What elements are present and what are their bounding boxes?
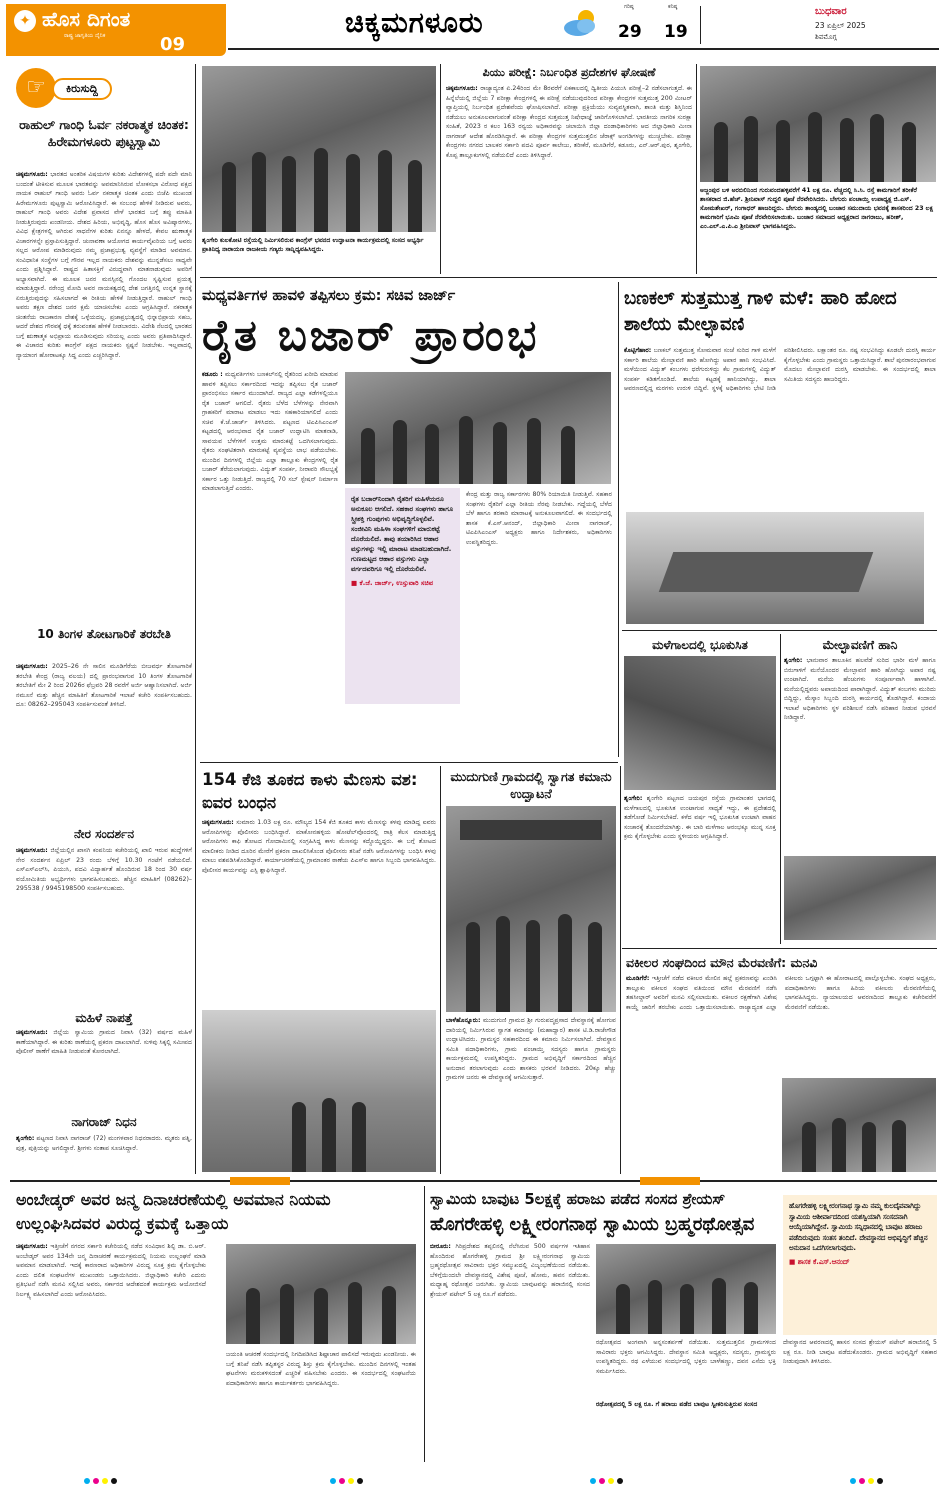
quote-box-author: ■ ಶಾಸಕ ಕೆ.ಎಸ್.ಆನಂದ್ bbox=[789, 1257, 850, 1266]
story-title: ಮಳೆಗಾಲದಲ್ಲಿ ಭೂಕುಸಿತ bbox=[652, 638, 748, 652]
section-rule bbox=[10, 1180, 937, 1182]
story-title: ಹೊಗರೇಹಳ್ಳಿ ಲಕ್ಷ್ಮೀರಂಗನಾಥ ಸ್ವಾಮಿಯ ಬ್ರಹ್ಮರಥೋತ್ಸವ bbox=[430, 1214, 755, 1235]
story-body bbox=[16, 1028, 192, 1112]
story-body: ಜಯಂತಿ ಆಚರಣೆ ಸಂದರ್ಭದಲ್ಲಿ ನಿಗದಿಪಡಿಸಿದ ಶಿಷ್ಟಾಚಾರ ಪಾಲಿಸದೆ ಇರುವುದು ಖಂಡನೀಯ. ಈ ಬಗ್ಗೆ ತನಿಖೆ ನಡೆಸಿ ತಪ್ಪಿತಸ್ಥರ ವಿರುದ್ಧ ಶಿಸ್ತು ಕ್ರಮ ಕೈಗೊಳ್ಳಬೇಕು. ಮುಂದಿನ ದಿನಗಳಲ್ಲಿ ಇಂತಹ ಘಟನೆಗಳು ಮರುಕಳಿಸದಂತೆ ಎಚ್ಚರಿಕೆ ವಹಿಸಬೇಕು ಎಂದರು. ಈ ಸಂದರ್ಭದಲ್ಲಿ ಸಂಘಟನೆಯ ಪದಾಧಿಕಾರಿಗಳು ಹಾಗೂ ಕಾರ್ಯಕರ್ತರು ಭಾಗವಹಿಸಿದ್ದರು. bbox=[226, 1351, 416, 1387]
story-body bbox=[624, 346, 936, 506]
story-text: ಭಾರತದ ಅಂತರಿಕ ವಿಷಯಗಳ ಕುರಿತು ವಿದೇಶಗಳಲ್ಲಿ ಪದೇ ಪದೇ ಮಾನಿ ಬಂದಂತೆ ಟೀಕಿಸುವ ಮೂಲಕ ಭಾರತವನ್ನು ಅವಮಾನಿಸಿರುವ ಲೋಕಸಭಾ ವಿರೋಧ ಪಕ್ಷದ ನಾಯಕ ರಾಹುಲ್ ಗಾಂಧಿ ಅವರು ಓರ್ವ ನಕರಾತ್ಮಕ ಚಿಂತಕ ಎಂದು ಬಿಜೆಪಿ ಮುಖಂಡ ಹಿರೇಮಗಳೂರು ಪುಟ್ಟಸ್ವಾಮಿ ಆರೋಪಿಸಿದ್ದಾರೆ. ಈ ಸಂಬಂಧ ಹೇಳಿಕೆ ನೀಡಿರುವ ಅವರು, ರಾಹುಲ್ ಗಾಂಧಿ ಅವರು ವಿದೇಶ ಪ್ರವಾಸದ ವೇಳೆ ಭಾರತದ ಬಗ್ಗೆ ತಪ್ಪು ಮಾಹಿತಿ ನೀಡುತ್ತಿರುವುದು ಖಂಡನೀಯ. ದೇಶದ ಹಿರಿಯ, ಅಭಿವೃದ್ಧಿ, ಹೊಸ ಹೊಸ ಅವಿಷ್ಕಾರಗಳು, ವಿವಿಧ ಕ್ಷೇತ್ರಗಳಲ್ಲಿ ಆಗಿರುವ ಸಾಧನೆಗಳ ಕುರಿತು ಏನನ್ನೂ ಹೇಳದೆ, ಕೇವಲ ಋಣಾತ್ಮಕ ವಿಚಾರಗಳನ್ನೇ ಪ್ರಸ್ತಾಪಿಸುತ್ತಿದ್ದಾರೆ. ಚುನಾವಣಾ ಆಯೋಗದ ಕಾರ್ಯವೈಖರಿಯ ಬಗ್ಗೆ ಅವರು ಸಲ್ಲದ ಆರೋಪ ಮಾಡಿರುವುದು ನಮ್ಮ ಪ್ರಜಾಪ್ರಭುತ್ವ ವ್ಯವಸ್ಥೆಗೆ ಮಾಡಿದ ಅವಮಾನ. ಸಂವಿಧಾನಿಕ ಸಂಸ್ಥೆಗಳ ಬಗ್ಗೆ ಗೌರವ ಇಲ್ಲದ ನಾಯಕರು ದೇಶವನ್ನು ಮುನ್ನಡೆಸಲು ಸಾಧ್ಯವೇ ಎಂದು ಪ್ರಶ್ನಿಸಿದ್ದಾರೆ. ರಾಷ್ಟ್ರದ ಹಿತಾಸಕ್ತಿಗೆ ವಿರುದ್ಧವಾಗಿ ಮಾತನಾಡುವುದು ಅವರಿಗೆ ಅಭ್ಯಾಸವಾಗಿದೆ. ಈ ಮೂಲಕ ಜನರ ಮನಸ್ಸಿನಲ್ಲಿ ಗೊಂದಲ ಸೃಷ್ಟಿಸುವ ಪ್ರಯತ್ನ ಮಾಡುತ್ತಿದ್ದಾರೆ. ನರೇಂದ್ರ ಮೋದಿ ಅವರ ನಾಯಕತ್ವದಲ್ಲಿ ದೇಶ ಜಗತ್ತಿನಲ್ಲಿ ಉನ್ನತ ಸ್ಥಾನಕ್ಕೆ ಏರುತ್ತಿರುವುದನ್ನು ಸಹಿಸಲಾಗದೆ ಈ ರೀತಿಯ ಹೇಳಿಕೆ ನೀಡುತ್ತಿದ್ದಾರೆ. ರಾಹುಲ್ ಗಾಂಧಿ ಅವರು ತಕ್ಷಣ ದೇಶದ ಜನರ ಕ್ಷಮೆ ಯಾಚಿಸಬೇಕು ಎಂದು ಆಗ್ರಹಿಸಿದ್ದಾರೆ. ನಕರಾತ್ಮಕ ಚಿಂತನೆಯ ರಾಜಕಾರಣ ದೇಶಕ್ಕೆ ಒಳ್ಳೆಯದಲ್ಲ. ಪ್ರಜಾಪ್ರಭುತ್ವದಲ್ಲಿ ಭಿನ್ನಾಭಿಪ್ರಾಯ ಸಹಜ, ಆದರೆ ದೇಶದ ಗೌರವಕ್ಕೆ ಧಕ್ಕೆ ತರುವಂತಹ ಹೇಳಿಕೆ ನೀಡಬಾರದು. ವಿದೇಶಿ ನೆಲದಲ್ಲಿ ಭಾರತದ ಬಗ್ಗೆ ಋಣಾತ್ಮಕ ಅಭಿಪ್ರಾಯ ಮೂಡಿಸುವುದು ಸರಿಯಲ್ಲ ಎಂದು ಅವರು ಪ್ರತಿಪಾದಿಸಿದ್ದಾರೆ. ಈ ವಿಚಾರದ ಕುರಿತು ಕಾಂಗ್ರೆಸ್ ಪಕ್ಷದ ನಾಯಕರು ಸ್ಪಷ್ಟನೆ ನೀಡಬೇಕು. ಇಲ್ಲವಾದಲ್ಲಿ ನ್ಯಾಯಾಂಗ ಹೋರಾಟಕ್ಕೂ ಸಿದ್ಧ ಎಂದು ಎಚ್ಚರಿಸಿದ್ದಾರೆ. bbox=[16, 171, 192, 359]
dateline: ಚಿಕ್ಕಮಗಳೂರು: bbox=[446, 85, 478, 92]
accent-bar bbox=[640, 1177, 700, 1185]
story-text: ಬಣಕಲ್ ಸುತ್ತಮುತ್ತ ಸೋಮವಾರ ಸಂಜೆ ಸುರಿದ ಗಾಳಿ ಮಳೆಗೆ ಸರ್ಕಾರಿ ಶಾಲೆಯ ಮೇಲ್ಛಾವಣಿ ಹಾರಿ ಹೋಗಿದ್ದು ಅಪಾರ ಹಾನಿ ಸಂಭವಿಸಿದೆ. ಮಳೆಯಿಂದ ವಿದ್ಯುತ್ ಕಂಬಗಳು ಧರೆಗುರುಳಿದ್ದು ಕೆಲ ಗ್ರಾಮಗಳಲ್ಲಿ ವಿದ್ಯುತ್ ಸಂಪರ್ಕ ಕಡಿತಗೊಂಡಿದೆ. ಶಾಲೆಯ ಕಟ್ಟಡಕ್ಕೆ ಹಾನಿಯಾಗಿದ್ದು, ಶಾಲಾ ಆವರಣದಲ್ಲಿದ್ದ ಮರಗಳು ಉರುಳಿ ಬಿದ್ದಿವೆ. ಸ್ಥಳಕ್ಕೆ ಅಧಿಕಾರಿಗಳು ಭೇಟಿ ನೀಡಿ ಪರಿಶೀಲಿಸಿದರು. ಲಕ್ಷಾಂತರ ರೂ. ನಷ್ಟ ಸಂಭವಿಸಿದ್ದು ಕೂಡಲೇ ದುರಸ್ತಿ ಕಾರ್ಯ ಕೈಗೊಳ್ಳಬೇಕು ಎಂದು ಗ್ರಾಮಸ್ಥರು ಒತ್ತಾಯಿಸಿದ್ದಾರೆ. ಶಾಲೆ ಪುನರಾರಂಭವಾಗುವ ಮೊದಲು ಮೇಲ್ಛಾವಣಿ ದುರಸ್ತಿ ಮಾಡಬೇಕು. ಈ ಸಂದರ್ಭದಲ್ಲಿ ಶಾಲಾ ಸಮಿತಿಯ ಸದಸ್ಯರು ಹಾಜರಿದ್ದರು. bbox=[624, 347, 936, 392]
column-rule bbox=[195, 64, 196, 1174]
story-text: ಭಾನುವಾರ ತಾಲೂಕಿನ ಹಲವೆಡೆ ಸುರಿದ ಭಾರೀ ಮಳೆ ಹಾಗೂ ಬಿರುಗಾಳಿಗೆ ಮನೆಯೊಂದರ ಮೇಲ್ಛಾವಣಿ ಹಾರಿ ಹೋಗಿದ್ದು ಅಪಾರ ನಷ್ಟ ಉಂಟಾಗಿದೆ. ಮನೆಯ ಹೆಂಚುಗಳು ಸಂಪೂರ್ಣವಾಗಿ ಹಾಳಾಗಿವೆ. ಮನೆಯಲ್ಲಿದ್ದವರು ಅಪಾಯದಿಂದ ಪಾರಾಗಿದ್ದಾರೆ. ವಿದ್ಯುತ್ ಕಂಬಗಳು ಮುರಿದು ಬಿದ್ದಿದ್ದು, ಮೆಸ್ಕಾಂ ಸಿಬ್ಬಂದಿ ದುರಸ್ತಿ ಕಾರ್ಯದಲ್ಲಿ ತೊಡಗಿದ್ದಾರೆ. ಕಂದಾಯ ಇಲಾಖೆ ಅಧಿಕಾರಿಗಳು ಸ್ಥಳ ಪರಿಶೀಲನೆ ನಡೆಸಿ ಪರಿಹಾರ ನೀಡುವ ಭರವಸೆ ನೀಡಿದ್ದಾರೆ. bbox=[784, 657, 936, 721]
dateline: ಚಿಕ್ಕಮಗಳೂರು: bbox=[202, 819, 234, 826]
masthead bbox=[0, 0, 945, 60]
story-body bbox=[784, 656, 936, 852]
story-title: ನಾಗರಾಜ್ ನಿಧನ bbox=[71, 1115, 137, 1129]
news-photo bbox=[202, 66, 436, 232]
dateline: ಕಡೂರು : bbox=[202, 371, 223, 378]
roof-photo bbox=[784, 856, 936, 940]
story-body: ದೇವಸ್ಥಾನದ ಆವರಣದಲ್ಲಿ ಹಾಸನ ಸಂಸದ ಶ್ರೇಯಸ್ ಪಟೇಲ್ ಹರಾಜಿನಲ್ಲಿ 5 ಲಕ್ಷ ರೂ. ನೀಡಿ ಬಾವುಟ ಪಡೆದುಕೊಂಡರು. ಗ್ರಾಮದ ಅಭಿವೃದ್ಧಿಗೆ ಸಹಕಾರ ನೀಡುವುದಾಗಿ ತಿಳಿಸಿದರು. bbox=[783, 1339, 937, 1365]
day: ಬುಧವಾರ bbox=[815, 6, 847, 17]
max-temp: 29 bbox=[618, 22, 642, 42]
column-rule bbox=[440, 64, 441, 274]
story-body bbox=[446, 84, 692, 272]
story-text: ಶೃಂಗೇರಿ ಪಟ್ಟಣದ ಜಯಪುರ ರಸ್ತೆಯ ಗ್ರಾಮಾಂತರ ಭಾಗದಲ್ಲಿ ಮಳೆಗಾಲದಲ್ಲಿ ಭೂಕುಸಿತ ಉಂಟಾಗುವ ಸಾಧ್ಯತೆ ಇದ್ದು, ಈ ಪ್ರದೇಶದಲ್ಲಿ ತಡೆಗೋಡೆ ನಿರ್ಮಿಸಬೇಕಿದೆ. ಕಳೆದ ವರ್ಷ ಇಲ್ಲಿ ಭೂಕುಸಿತ ಉಂಟಾಗಿ ವಾಹನ ಸಂಚಾರಕ್ಕೆ ತೊಂದರೆಯಾಗಿತ್ತು. ಈ ಬಾರಿ ಮಳೆಗಾಲ ಆರಂಭಕ್ಕೂ ಮುನ್ನ ಸೂಕ್ತ ಕ್ರಮ ಕೈಗೊಳ್ಳಬೇಕು ಎಂದು ಸ್ಥಳೀಯರು ಆಗ್ರಹಿಸಿದ್ದಾರೆ. bbox=[624, 795, 776, 840]
horizontal-rule bbox=[200, 277, 937, 278]
min-temp: 19 bbox=[664, 22, 688, 42]
police-photo bbox=[202, 1010, 436, 1172]
column-rule bbox=[620, 766, 621, 1174]
quote-box-text: ಹೊಗರೇಹಳ್ಳಿ ಲಕ್ಷ್ಮೀರಂಗನಾಥ ಸ್ವಾಮಿ ನಮ್ಮ ಕುಲದೈವವಾಗಿದ್ದು ಸ್ವಾಮಿಯ ಆಶೀರ್ವಾದದಿಂದ ಯಶಸ್ವಿಯಾಗಿ ಸಂಸದನಾಗಿ ಆಯ್ಕೆಯಾಗಿದ್ದೇನೆ. ಸ್ವಾಮಿಯ ಸನ್ನಿಧಾನದಲ್ಲಿ ಬಾವುಟ ಹರಾಜು ಪಡೆದಿರುವುದು ಸಂತಸ ತಂದಿದೆ. ದೇವಸ್ಥಾನದ ಅಭಿವೃದ್ಧಿಗೆ ಹೆಚ್ಚಿನ ಅನುದಾನ ಒದಗಿಸಲಾಗುವುದು. bbox=[789, 1202, 928, 1252]
horizontal-rule bbox=[200, 762, 618, 763]
story-title: ಮೇಲ್ಛಾವಣಿಗೆ ಹಾನಿ bbox=[822, 638, 898, 652]
pull-quote-text: ರೈತ ಬಜಾರ್‌ನಿಂದಾಗಿ ರೈತರಿಗೆ ಮಹಿಳೆಯರೂ ಅನುಕೂಲ ಆಗಲಿದೆ. ಸಹಕಾರ ಸಂಘಗಳು ಹಾಗೂ ಸ್ತ್ರೀಶಕ್ತಿ ಗುಂಪುಗಳು ಅಭಿವೃದ್ಧಿಗೊಳ್ಳಲಿವೆ. ಸಂಜೀವಿನಿ ಮಹಿಳಾ ಸಂಘಗಳಿಗೆ ಮಾರುಕಟ್ಟೆ ದೊರೆಯಲಿದೆ. ತಾವು ತಯಾರಿಸಿದ ಆಹಾರ ವಸ್ತುಗಳನ್ನು ಇಲ್ಲಿ ಮಾರಾಟ ಮಾಡಬಹುದಾಗಿದೆ. ಗುಣಮಟ್ಟದ ಆಹಾರ ವಸ್ತುಗಳು ಎಲ್ಲಾ ವರ್ಗದವರಿಗೂ ಇಲ್ಲಿ ದೊರೆಯಲಿವೆ. bbox=[351, 495, 454, 573]
story-body bbox=[16, 846, 192, 1006]
story-title: ಮಹಿಳೆ ನಾಪತ್ತೆ bbox=[75, 1011, 133, 1025]
photo-caption: ರಥೋತ್ಸವದಲ್ಲಿ 5 ಲಕ್ಷ ರೂ. ಗೆ ಹರಾಜು ಪಡೆದ ಬಾವುಟ ಸ್ವೀಕರಿಸುತ್ತಿರುವ ಸಂಸದ bbox=[596, 1401, 758, 1408]
story-title: ಮುದುಗುಣಿ ಗ್ರಾಮದಲ್ಲಿ ಸ್ವಾಗತ ಕಮಾನು ಉದ್ಘಾಟನೆ bbox=[450, 769, 612, 801]
story-body bbox=[626, 974, 936, 1074]
dateline: ಚಿಕ್ಕಮಗಳೂರು: bbox=[16, 171, 48, 178]
story-body bbox=[446, 1016, 616, 1172]
story-body bbox=[16, 1242, 206, 1462]
dateline: ಶೃಂಗೇರಿ: bbox=[624, 795, 643, 802]
registration-marks bbox=[590, 1478, 623, 1484]
dateline: ಕೊಟ್ಟಿಗೆಹಾರ: bbox=[624, 347, 652, 354]
story-body bbox=[16, 170, 192, 620]
dateline: ಚಿಕ್ಕಮಗಳೂರು: bbox=[16, 1029, 48, 1036]
column-rule bbox=[618, 282, 619, 757]
story-body bbox=[202, 370, 338, 760]
logo-text: ಹೊಸ ದಿಗಂತ bbox=[42, 7, 131, 31]
column-rule bbox=[424, 1186, 425, 1462]
dateline: ಶೃಂಗೇರಿ: bbox=[16, 1135, 35, 1142]
story-body bbox=[202, 818, 436, 1004]
divider bbox=[700, 6, 701, 44]
landslide-photo bbox=[624, 656, 776, 790]
page-number: 09 bbox=[160, 34, 186, 55]
story-text: ಇತ್ತೀಚೆಗೆ ನಡೆದ ವಕೀಲರ ಮೇಲಿನ ಹಲ್ಲೆ ಪ್ರಕರಣವನ್ನು ಖಂಡಿಸಿ ತಾಲ್ಲೂಕು ವಕೀಲರ ಸಂಘದ ವತಿಯಿಂದ ಮೌನ ಮೆರವಣಿಗೆ ನಡೆಸಿ ತಹಸೀಲ್ದಾರ್ ಅವರಿಗೆ ಮನವಿ ಸಲ್ಲಿಸಲಾಯಿತು. ವಕೀಲರ ರಕ್ಷಣೆಗಾಗಿ ವಿಶೇಷ ಕಾಯ್ದೆ ಜಾರಿಗೆ ತರಬೇಕು ಎಂದು ಒತ್ತಾಯಿಸಲಾಯಿತು. ರಾಜ್ಯಾದ್ಯಂತ ಎಲ್ಲಾ ವಕೀಲರು ಒಗ್ಗಟ್ಟಾಗಿ ಈ ಹೋರಾಟದಲ್ಲಿ ಪಾಲ್ಗೊಳ್ಳಬೇಕು. ಸಂಘದ ಅಧ್ಯಕ್ಷರು, ಪದಾಧಿಕಾರಿಗಳು ಹಾಗೂ ಹಿರಿಯ ವಕೀಲರು ಮೆರವಣಿಗೆಯಲ್ಲಿ ಭಾಗವಹಿಸಿದ್ದರು. ನ್ಯಾಯಾಲಯದ ಆವರಣದಿಂದ ತಾಲ್ಲೂಕು ಕಚೇರಿವರೆಗೆ ಮೆರವಣಿಗೆ ನಡೆಯಿತು. bbox=[626, 975, 936, 1011]
column-rule bbox=[780, 634, 781, 944]
registration-marks bbox=[850, 1478, 883, 1484]
quote-box bbox=[783, 1195, 937, 1335]
story-text: ಜಿಲ್ಲೆಯಲ್ಲಿನ ಖಾಸಗಿ ಕಂಪನಿಯ ಕಚೇರಿಯಲ್ಲಿ ಖಾಲಿ ಇರುವ ಹುದ್ದೆಗಳಿಗೆ ನೇರ ಸಂದರ್ಶನ ಏಪ್ರಿಲ್ 23 ರಂದು ಬೆಳಿಗ್ಗೆ 10.30 ಗಂಟೆಗೆ ನಡೆಯಲಿದೆ. ಎಸ್ಎಸ್ಎಲ್‌ಸಿ, ಪಿಯುಸಿ, ಪದವಿ ವಿದ್ಯಾರ್ಹತೆ ಹೊಂದಿರುವ 18 ರಿಂದ 30 ವರ್ಷ ವಯೋಮಿತಿಯ ಅಭ್ಯರ್ಥಿಗಳು ಭಾಗವಹಿಸಬಹುದು. ಹೆಚ್ಚಿನ ಮಾಹಿತಿಗೆ (08262)–295538 / 9945198500 ಸಂಪರ್ಕಿಸಬಹುದು. bbox=[16, 847, 192, 892]
story-body: ಕೇಂದ್ರ ಮತ್ತು ರಾಜ್ಯ ಸರ್ಕಾರಗಳು 80% ರಿಯಾಯಿತಿ ನೀಡುತ್ತಿವೆ. ಸಹಕಾರ ಸಂಘಗಳು ರೈತರಿಗೆ ಎಲ್ಲಾ ರೀತಿಯ ನೆರವು ನೀಡಬೇಕು. ಗದ್ದೆಯಲ್ಲಿ ಬೆಳೆದ ಬೆಳೆ ಹಾಗೂ ತರಕಾರಿ ಮಾರಾಟಕ್ಕೆ ಅನುಕೂಲವಾಗಲಿದೆ. ಈ ಸಂದರ್ಭದಲ್ಲಿ ಶಾಸಕ ಕೆ.ಎಸ್.ಆನಂದ್, ಜಿಲ್ಲಾಧಿಕಾರಿ ಮೀನಾ ನಾಗರಾಜ್, ಟಿಎಪಿಸಿಎಂಎಸ್ ಅಧ್ಯಕ್ಷರು ಹಾಗೂ ನಿರ್ದೇಶಕರು, ಅಧಿಕಾರಿಗಳು ಉಪಸ್ಥಿತರಿದ್ದರು. bbox=[466, 491, 612, 546]
story-kicker: ಮಧ್ಯವರ್ತಿಗಳ ಹಾವಳಿ ತಪ್ಪಿಸಲು ಕ್ರಮ: ಸಚಿವ ಜಾರ್ಜ್ bbox=[202, 288, 456, 304]
weather-icon bbox=[562, 6, 602, 40]
story-title: ವಕೀಲರ ಸಂಘದಿಂದ ಮೌನ ಮೆರವಣಿಗೆ: ಮನವಿ bbox=[626, 955, 818, 970]
story-title: 154 ಕೆಜಿ ತೂಕದ ಕಾಳು ಮೆಣಸು ವಶ: ಐವರ ಬಂಧನ bbox=[202, 770, 418, 812]
dateline: ಶೃಂಗೇರಿ: bbox=[784, 657, 803, 664]
story-text: ಜಿಲ್ಲೆಯ ಸ್ವಾಮಿಯ ಗ್ರಾಮದ ನಿವಾಸಿ (32) ವರ್ಷದ ಮಹಿಳೆ ಕಾಣೆಯಾಗಿದ್ದಾರೆ. ಈ ಕುರಿತು ಠಾಣೆಯಲ್ಲಿ ಪ್ರಕರಣ ದಾಖಲಾಗಿದೆ. ಸುಳಿವು ಸಿಕ್ಕಲ್ಲಿ ಸಮೀಪದ ಪೊಲೀಸ್ ಠಾಣೆಗೆ ಮಾಹಿತಿ ನೀಡುವಂತೆ ಕೋರಲಾಗಿದೆ. bbox=[16, 1029, 192, 1055]
story-text: ಪಟ್ಟಣದ ನಿವಾಸಿ ನಾಗರಾಜ್ (72) ಮಂಗಳವಾರ ನಿಧನರಾದರು. ಮೃತರು ಪತ್ನಿ, ಪುತ್ರ, ಪುತ್ರಿಯನ್ನು ಅಗಲಿದ್ದಾರೆ. ಶ್ರೀಗಳು ಸಂತಾಪ ಸೂಚಿಸಿದ್ದಾರೆ. bbox=[16, 1135, 192, 1152]
edition: ಶಿವಮೊಗ್ಗ bbox=[815, 33, 837, 41]
dateline: ಬಾಳೆಹೊನ್ನೂರು: bbox=[446, 1017, 481, 1024]
masthead-rule bbox=[228, 48, 939, 50]
story-text: 2025–26 ನೇ ಸಾಲಿನ ಮೂಡಿಗೆರೆಯ ಬೀಜವರ್ಧ ತೋಟಗಾರಿಕೆ ತರಬೇತಿ ಕೇಂದ್ರ (ರಾಜ್ಯ ವಲಯ) ದಲ್ಲಿ ಪ್ರಾರಂಭವಾಗುವ 10 ತಿಂಗಳ ತೋಟಗಾರಿಕೆ ತರಬೇತಿಗೆ ಮೇ 2 ರಿಂದ 2026ರ ಫೆಬ್ರವರಿ 28 ರವರೆಗೆ ಅರ್ಜಿ ಆಹ್ವಾನಿಸಲಾಗಿದೆ. ಅರ್ಜಿ ನಮೂನೆ ಮತ್ತು ಹೆಚ್ಚಿನ ಮಾಹಿತಿಗೆ ತೋಟಗಾರಿಕೆ ಇಲಾಖೆ ಕಚೇರಿ ಸಂಪರ್ಕಿಸಬಹುದು. ದೂ: 08262–295043 ಸಂಪರ್ಕಿಸುವಂತೆ ತಿಳಿಸಿದೆ. bbox=[16, 663, 192, 708]
story-title: ಪಿಯು ಪರೀಕ್ಷೆ: ನಿರ್ಬಂಧಿತ ಪ್ರದೇಶಗಳ ಘೋಷಣೆ bbox=[482, 66, 656, 79]
horizontal-rule bbox=[622, 630, 937, 631]
photo-caption: ಅಜ್ಜಂಪುರ ಬಳಿ ಅರಬಿಲಿನಿಂದ ಗುರುವಂದಹಳ್ಳಿವರೆಗೆ 41 ಲಕ್ಷ ರೂ. ವೆಚ್ಚದಲ್ಲಿ ಸಿ.ಸಿ. ರಸ್ತೆ ಕಾಮಗಾರಿಗೆ ತರೀಕೆರೆ ಶಾಸಕರಾದ ಜಿ.ಹೆಚ್. ಶ್ರೀನಿವಾಸ್ ಗುದ್ದಲಿ ಪೂಜೆ ನೆರವೇರಿಸಿದರು. ಬೇಗುರು ಪಂಚಾಯ್ತಿ ಉಪಾಧ್ಯಕ್ಷ ಜಿ.ಎಸ್. ಸೋಮಶೇಖರ್, ಗಂಗಾಧರ್ ಹಾಜರಿದ್ದರು. ಬೇಗುರು ತಾಂಡ್ಯದಲ್ಲಿ ಬಂಜಾರ ಸಮುದಾಯ ಭವನಕ್ಕೆ ಶಾಸಕರಿಂದ 23 ಲಕ್ಷ ಕಾಮಗಾರಿಗೆ ಭೂಮಿ ಪೂಜೆ ನೆರವೇರಿಸಲಾಯಿತು. ಬಂಜಾರ ಸಮಾಜದ ಅಧ್ಯಕ್ಷರಾದ ನಾಗರಾಜು, ಹರೀಶ್, ಎಂ.ಎಲ್.ಎ.ಪಿ.ಎ ಶ್ರೀನಿವಾಸ್ ಭಾಗವಹಿಸಿದ್ದರು. bbox=[700, 187, 934, 230]
story-body bbox=[430, 1242, 590, 1462]
arch-photo bbox=[446, 806, 616, 1012]
pointing-hand-icon: ☞ bbox=[16, 68, 56, 108]
accent-bar bbox=[230, 1177, 290, 1185]
temple-photo bbox=[596, 1244, 776, 1334]
logo-tagline: ರಾಷ್ಟ್ರ ಜಾಗೃತಿಯ ದೈನಿಕ bbox=[64, 33, 106, 39]
dateline: ಚಿಕ್ಕಮಗಳೂರು: bbox=[16, 847, 48, 854]
date: 23 ಏಪ್ರಿಲ್ 2025 bbox=[815, 21, 866, 30]
story-title: 10 ತಿಂಗಳ ತೋಟಗಾರಿಕೆ ತರಬೇತಿ bbox=[37, 627, 171, 641]
story-body: ರಥೋತ್ಸವದ ಅಂಗವಾಗಿ ಅನ್ನಸಂತರ್ಪಣೆ ನಡೆಯಿತು. ಸುತ್ತಮುತ್ತಲಿನ ಗ್ರಾಮಗಳಿಂದ ಸಾವಿರಾರು ಭಕ್ತರು ಆಗಮಿಸಿದ್ದರು. ದೇವಸ್ಥಾನ ಸಮಿತಿ ಅಧ್ಯಕ್ಷರು, ಸದಸ್ಯರು, ಗ್ರಾಮಸ್ಥರು ಉಪಸ್ಥಿತರಿದ್ದರು. ರಥ ಎಳೆಯುವ ಸಂದರ್ಭದಲ್ಲಿ ಭಕ್ತರು ಬಾಳೆಹಣ್ಣು, ದವನ ಎಸೆದು ಭಕ್ತಿ ಸಮರ್ಪಿಸಿದರು. bbox=[596, 1339, 776, 1375]
registration-marks bbox=[330, 1478, 363, 1484]
max-label: ಗರಿಷ್ಠ bbox=[624, 4, 634, 10]
story-body bbox=[624, 794, 776, 944]
column-rule bbox=[696, 64, 697, 274]
story-title: ರಾಹುಲ್ ಗಾಂಧಿ ಓರ್ವ ನಕರಾತ್ಮಕ ಚಿಂತಕ: ಹಿರೇಮಗಳೂರು ಪುಟ್ಟಸ್ವಾಮಿ bbox=[19, 117, 189, 149]
lawyers-photo bbox=[782, 1078, 936, 1172]
photo-caption: ಶೃಂಗೇರಿ ಕುಲಕೋಟಿ ರಸ್ತೆಯಲ್ಲಿ ನಿರ್ಮಿಸಲಿರುವ ಕಾಂಗ್ರೆಸ್ ಭವನದ ಉದ್ಘಾಟನಾ ಕಾರ್ಯಕ್ರಮದಲ್ಲಿ ಸಂಸದ ಅಭ್ಯರ್ಥಿ ಪ್ರಾತಿನಿಧ್ಯ ನಾರಾಯಣ ರಾಜಕೀಯ ಗಣ್ಯರು ಸಾನ್ನಿಧ್ಯವಹಿಸಿದ್ದರು. bbox=[202, 237, 424, 253]
story-text: ಮುದುಗುಣಿ ಗ್ರಾಮದ ಶ್ರೀ ಗುರುಪದ್ಮಪ್ರಸಾದ ದೇವಸ್ಥಾನಕ್ಕೆ ಹೋಗುವ ದಾರಿಯಲ್ಲಿ ನಿರ್ಮಿಸಿರುವ ಸ್ವಾಗತ ಕಮಾನನ್ನು (ಮಹಾದ್ವಾರ) ಶಾಸಕ ಟಿ.ಡಿ.ರಾಜೇಗೌಡ ಉದ್ಘಾಟಿಸಿದರು. ಗ್ರಾಮಸ್ಥರ ಸಹಕಾರದಿಂದ ಈ ಕಮಾನು ನಿರ್ಮಿಸಲಾಗಿದೆ. ದೇವಸ್ಥಾನ ಸಮಿತಿ ಪದಾಧಿಕಾರಿಗಳು, ಗ್ರಾಮ ಪಂಚಾಯ್ತಿ ಸದಸ್ಯರು ಹಾಗೂ ಗ್ರಾಮಸ್ಥರು ಕಾರ್ಯಕ್ರಮದಲ್ಲಿ ಉಪಸ್ಥಿತರಿದ್ದರು. ಗ್ರಾಮದ ಅಭಿವೃದ್ಧಿಗೆ ಸರ್ಕಾರದಿಂದ ಹೆಚ್ಚಿನ ಅನುದಾನ ತರಲಾಗುವುದು ಎಂದು ಶಾಸಕರು ಭರವಸೆ ನೀಡಿದರು. 20ಕ್ಕೂ ಹೆಚ್ಚು ಗ್ರಾಮಗಳ ಜನರು ಈ ದೇವಸ್ಥಾನಕ್ಕೆ ಆಗಮಿಸುತ್ತಾರೆ. bbox=[446, 1017, 616, 1081]
pull-quote bbox=[345, 488, 460, 704]
dateline: ಮೂಡಿಗೆರೆ: bbox=[626, 975, 650, 982]
story-text: ರಾಜ್ಯಾದ್ಯಂತ ಏ.24ರಿಂದ ಮೇ 8ರವರೆಗೆ ಏಕಕಾಲದಲ್ಲಿ ದ್ವಿತೀಯ ಪಿಯುಸಿ ಪರೀಕ್ಷೆ–2 ನಡೆಸಲಾಗುತ್ತದೆ. ಈ ಹಿನ್ನೆಲೆಯಲ್ಲಿ ಜಿಲ್ಲೆಯ 7 ಪರೀಕ್ಷಾ ಕೇಂದ್ರಗಳಲ್ಲಿ ಈ ಪರೀಕ್ಷೆ ನಡೆಯುವುದರಿಂದ ಪರೀಕ್ಷಾ ಕೇಂದ್ರಗಳ ಸುತ್ತಮುತ್ತ 200 ಮೀಟರ್ ವ್ಯಾಪ್ತಿಯಲ್ಲಿ ನಿರ್ಬಂಧಿತ ಪ್ರದೇಶವೆಂದು ಘೋಷಿಸಲಾಗಿದೆ. ಪರೀಕ್ಷಾ ಪ್ರಕ್ರಿಯೆಯು ಸುವ್ಯವಸ್ಥಿತವಾಗಿ, ಶಾಂತಿ ಮತ್ತು ಶಿಸ್ತಿನಿಂದ ನಡೆಯಲು ಅನುಕೂಲವಾಗುವಂತೆ ಪರೀಕ್ಷಾ ಕೇಂದ್ರದ ಸುತ್ತಮುತ್ತ ನಿಷೇಧಾಜ್ಞೆ ಜಾರಿಗೊಳಿಸಲಾಗಿದೆ. ಭಾರತೀಯ ನಾಗರಿಕ ಸುರಕ್ಷಾ ಸಂಹಿತೆ, 2023 ರ ಕಲಂ 163 ರನ್ವಯ ಅಧಿಕಾರವನ್ನು ಚಲಾಯಿಸಿ ಜಿಲ್ಲಾ ದಂಡಾಧಿಕಾರಿಗಳು ಆದ ಜಿಲ್ಲಾಧಿಕಾರಿ ಮೀನಾ ನಾಗರಾಜ್ ಆದೇಶ ಹೊರಡಿಸಿದ್ದಾರೆ. ಈ ಪರೀಕ್ಷಾ ಕೇಂದ್ರಗಳ ಸುತ್ತಮುತ್ತಲಿನ ಜೆರಾಕ್ಸ್ ಅಂಗಡಿಗಳನ್ನು ಮುಚ್ಚಬೇಕು. ಪರೀಕ್ಷಾ ಕೇಂದ್ರಗಳು ನಗರದ ಬಾಲಕರ ಸರ್ಕಾರಿ ಪದವಿ ಪೂರ್ವ ಕಾಲೇಜು, ತರೀಕೆರೆ, ಮೂಡಿಗೆರೆ, ಕಡೂರು, ಎನ್.ಆರ್.ಪುರ, ಶೃಂಗೇರಿ, ಕೊಪ್ಪ ತಾಲ್ಲೂಕುಗಳಲ್ಲಿ ನಡೆಯಲಿದೆ ಎಂದು ತಿಳಿಸಿದ್ದಾರೆ. bbox=[446, 85, 692, 159]
min-label: ಕನಿಷ್ಠ bbox=[668, 4, 678, 10]
story-title: ನೇರ ಸಂದರ್ಶನ bbox=[73, 827, 135, 841]
pull-quote-author: ■ ಕೆ.ಜೆ. ಜಾರ್ಜ್, ಉಸ್ತುವಾರಿ ಸಚಿವ bbox=[351, 579, 434, 587]
story-text: ಮಧ್ಯವರ್ತಿಗಳು ಬಣಕಲ್‌ನಲ್ಲಿ ರೈತರಿಂದ ಖರೀದಿ ಮಾಡುವ ಹಾವಳಿ ತಪ್ಪಿಸಲು ಸರ್ಕಾರದಿಂದ ಇದನ್ನು ತಪ್ಪಿಸಲು ರೈತ ಬಜಾರ್ ಪ್ರಾರಂಭಿಸಲು ಸರ್ಕಾರ ಮುಂದಾಗಿದೆ. ರಾಜ್ಯದ ಎಲ್ಲಾ ಕಡೆಗಳಲ್ಲಿಯೂ ರೈತ ಬಜಾರ್ ಆಗಲಿದೆ. ರೈತರು ಬೆಳೆದ ಬೆಳೆಗಳನ್ನು ನೇರವಾಗಿ ಗ್ರಾಹಕರಿಗೆ ಮಾರಾಟ ಮಾಡಲು ಇದು ಸಹಕಾರಿಯಾಗಲಿದೆ ಎಂದು ಸಚಿವ ಕೆ.ಜೆ.ಜಾರ್ಜ್ ತಿಳಿಸಿದರು. ಪಟ್ಟಣದ ಟಿಎಪಿಸಿಎಂಎಸ್ ಕಟ್ಟಡದಲ್ಲಿ ಆರಂಭವಾದ ರೈತ ಬಜಾರ್ ಉದ್ಘಾಟಿಸಿ ಮಾತನಾಡಿ, ಸಾವಯವ ಬೆಳೆಗಳಿಗೆ ಉತ್ತಮ ಮಾರುಕಟ್ಟೆ ಒದಗಿಸಲಾಗುವುದು. ರೈತರು ಸಂಘಟಿತರಾಗಿ ಮಾರುಕಟ್ಟೆ ವ್ಯವಸ್ಥೆಯ ಲಾಭ ಪಡೆಯಬೇಕು. ಮುಂದಿನ ದಿನಗಳಲ್ಲಿ ಜಿಲ್ಲೆಯ ಎಲ್ಲಾ ತಾಲ್ಲೂಕು ಕೇಂದ್ರಗಳಲ್ಲಿ ರೈತ ಬಜಾರ್ ತೆರೆಯಲಾಗುವುದು. ವಿದ್ಯುತ್ ಸಂಪರ್ಕ, ನೀರಾವರಿ ಸೌಲಭ್ಯಕ್ಕೆ ಸರ್ಕಾರ ಒತ್ತು ನೀಡುತ್ತಿದೆ. ರಾಜ್ಯದಲ್ಲಿ 70 ಸಬ್ ಸ್ಟೇಷನ್ ನಿರ್ಮಾಣ ಮಾಡಲಾಗುತ್ತಿದೆ ಎಂದರು. bbox=[202, 371, 338, 492]
story-body bbox=[16, 662, 192, 822]
registration-marks bbox=[84, 1478, 117, 1484]
story-body bbox=[16, 1134, 192, 1172]
news-photo bbox=[700, 66, 936, 182]
dateline: ಬೀರೂರು: bbox=[430, 1243, 451, 1250]
column-rule bbox=[440, 766, 441, 1174]
story-title: ಅಂಬೇಡ್ಕರ್ ಅವರ ಜನ್ಮ ದಿನಾಚರಣೆಯಲ್ಲಿ ಅವಮಾನ ನಿಯಮ ಉಲ್ಲಂಘಿಸಿದವರ ವಿರುದ್ಧ ಕ್ರಮಕ್ಕೆ ಒತ್ತಾಯ bbox=[16, 1190, 331, 1233]
city-title: ಚಿಕ್ಕಮಗಳೂರು bbox=[345, 6, 484, 39]
story-kicker: ಸ್ವಾಮಿಯ ಬಾವುಟ 5ಲಕ್ಷಕ್ಕೆ ಹರಾಜು ಪಡೆದ ಸಂಸದ ಶ್ರೇಯಸ್ bbox=[430, 1190, 726, 1208]
lamp-icon: ✦ bbox=[14, 10, 36, 32]
dateline: ಚಿಕ್ಕಮಗಳೂರು: bbox=[16, 663, 48, 670]
news-photo bbox=[345, 372, 611, 484]
horizontal-rule bbox=[622, 948, 937, 949]
story-title: ಬಣಕಲ್ ಸುತ್ತಮುತ್ತ ಗಾಳಿ ಮಳೆ: ಹಾರಿ ಹೋದ ಶಾಲೆಯ ಮೇಲ್ಛಾವಣಿ bbox=[624, 288, 897, 335]
story-title: ರೈತ ಬಜಾರ್ ಪ್ರಾರಂಭ bbox=[202, 311, 540, 361]
logo bbox=[6, 4, 226, 56]
story-text: ಸುಮಾರು 1.03 ಲಕ್ಷ ರೂ. ಮೌಲ್ಯದ 154 ಕೆಜಿ ತೂಕದ ಕಾಳು ಮೆಣಸನ್ನು ಕಳವು ಮಾಡಿದ್ದ ಐವರು ಆರೋಪಿಗಳನ್ನು ಪೊಲೀಸರು ಬಂಧಿಸಿದ್ದಾರೆ. ಮಾಕೋನಹಳ್ಳಿಯ ಹೋಟೆಲ್‌ವೊಂದರಲ್ಲಿ ರಾತ್ರಿ ಕೆಲಸ ಮಾಡುತ್ತಿದ್ದ ಆರೋಪಿಗಳು ಕಾಫಿ ತೋಟದ ಗೋದಾಮಿನಲ್ಲಿ ಸಂಗ್ರಹಿಸಿದ್ದ ಕಾಳು ಮೆಣಸನ್ನು ಕದ್ದೊಯ್ದಿದ್ದರು. ಈ ಬಗ್ಗೆ ತೋಟದ ಮಾಲೀಕರು ನೀಡಿದ ದೂರಿನ ಮೇರೆಗೆ ಪ್ರಕರಣ ದಾಖಲಿಸಿಕೊಂಡ ಪೊಲೀಸರು ತನಿಖೆ ನಡೆಸಿ ಆರೋಪಿಗಳನ್ನು ಬಂಧಿಸಿ ಕಳವು ಮಾಲು ವಶಪಡಿಸಿಕೊಂಡಿದ್ದಾರೆ. ಕಾರ್ಯಾಚರಣೆಯಲ್ಲಿ ಗ್ರಾಮಾಂತರ ಠಾಣೆಯ ಪಿಎಸ್ಐ ಹಾಗೂ ಸಿಬ್ಬಂದಿ ಭಾಗವಹಿಸಿದ್ದರು. ಪೊಲೀಸರ ಕಾರ್ಯವನ್ನು ಎಸ್ಪಿ ಶ್ಲಾಘಿಸಿದ್ದಾರೆ. bbox=[202, 819, 436, 874]
kiru-suddi-label: ಕಿರುಸುದ್ದಿ bbox=[52, 78, 112, 100]
dateline: ಚಿಕ್ಕಮಗಳೂರು: bbox=[16, 1243, 48, 1250]
story-text: ಗಿರಿಪ್ರದೇಶದ ತಪ್ಪಲಿನಲ್ಲಿ ನೆಲೆಸಿರುವ 500 ವರ್ಷಗಳ ಇತಿಹಾಸ ಹೊಂದಿರುವ ಹೊಗರೇಹಳ್ಳಿ ಗ್ರಾಮದ ಶ್ರೀ ಲಕ್ಷ್ಮೀರಂಗನಾಥ ಸ್ವಾಮಿಯ ಬ್ರಹ್ಮರಥೋತ್ಸವ ಸಾವಿರಾರು ಭಕ್ತರ ಸಮ್ಮುಖದಲ್ಲಿ ವಿಜೃಂಭಣೆಯಿಂದ ನಡೆಯಿತು. ಬೆಳಿಗ್ಗೆಯಿಂದಲೇ ದೇವಸ್ಥಾನದಲ್ಲಿ ವಿಶೇಷ ಪೂಜೆ, ಹೋಮ, ಹವನ ನಡೆಯಿತು. ಮಧ್ಯಾಹ್ನ ರಥೋತ್ಸವ ಜರುಗಿತು. ಸ್ವಾಮಿಯ ಬಾವುಟವನ್ನು ಹರಾಜಿನಲ್ಲಿ ಸಂಸದ ಶ್ರೇಯಸ್ ಪಟೇಲ್ 5 ಲಕ್ಷ ರೂ.ಗೆ ಪಡೆದರು. bbox=[430, 1243, 590, 1298]
ambedkar-photo bbox=[226, 1244, 416, 1344]
school-photo bbox=[626, 512, 924, 624]
kiru-suddi-header bbox=[16, 68, 194, 108]
story-text: ಇತ್ತೀಚೆಗೆ ನಗರದ ಸರ್ಕಾರಿ ಕಚೇರಿಯಲ್ಲಿ ನಡೆದ ಸಂವಿಧಾನ ಶಿಲ್ಪಿ ಡಾ. ಬಿ.ಆರ್. ಅಂಬೇಡ್ಕರ್ ಅವರ 134ನೇ ಜನ್ಮ ದಿನಾಚರಣೆ ಕಾರ್ಯಕ್ರಮದಲ್ಲಿ ನಿಯಮ ಉಲ್ಲಂಘನೆ ಮಾಡಿ ಅವಮಾನ ಮಾಡಲಾಗಿದೆ. ಇದಕ್ಕೆ ಕಾರಣರಾದ ಅಧಿಕಾರಿಗಳ ವಿರುದ್ಧ ಸೂಕ್ತ ಕ್ರಮ ಕೈಗೊಳ್ಳಬೇಕು ಎಂದು ದಲಿತ ಸಂಘಟನೆಗಳ ಮುಖಂಡರು ಒತ್ತಾಯಿಸಿದರು. ಜಿಲ್ಲಾಧಿಕಾರಿ ಕಚೇರಿ ಎದುರು ಪ್ರತಿಭಟನೆ ನಡೆಸಿ ಮನವಿ ಸಲ್ಲಿಸಿದ ಅವರು, ಸರ್ಕಾರದ ಆದೇಶದಂತೆ ಕಾರ್ಯಕ್ರಮ ಆಯೋಜಿಸದೆ ನಿರ್ಲಕ್ಷ್ಯ ವಹಿಸಲಾಗಿದೆ ಎಂದು ಆರೋಪಿಸಿದರು. bbox=[16, 1243, 206, 1298]
